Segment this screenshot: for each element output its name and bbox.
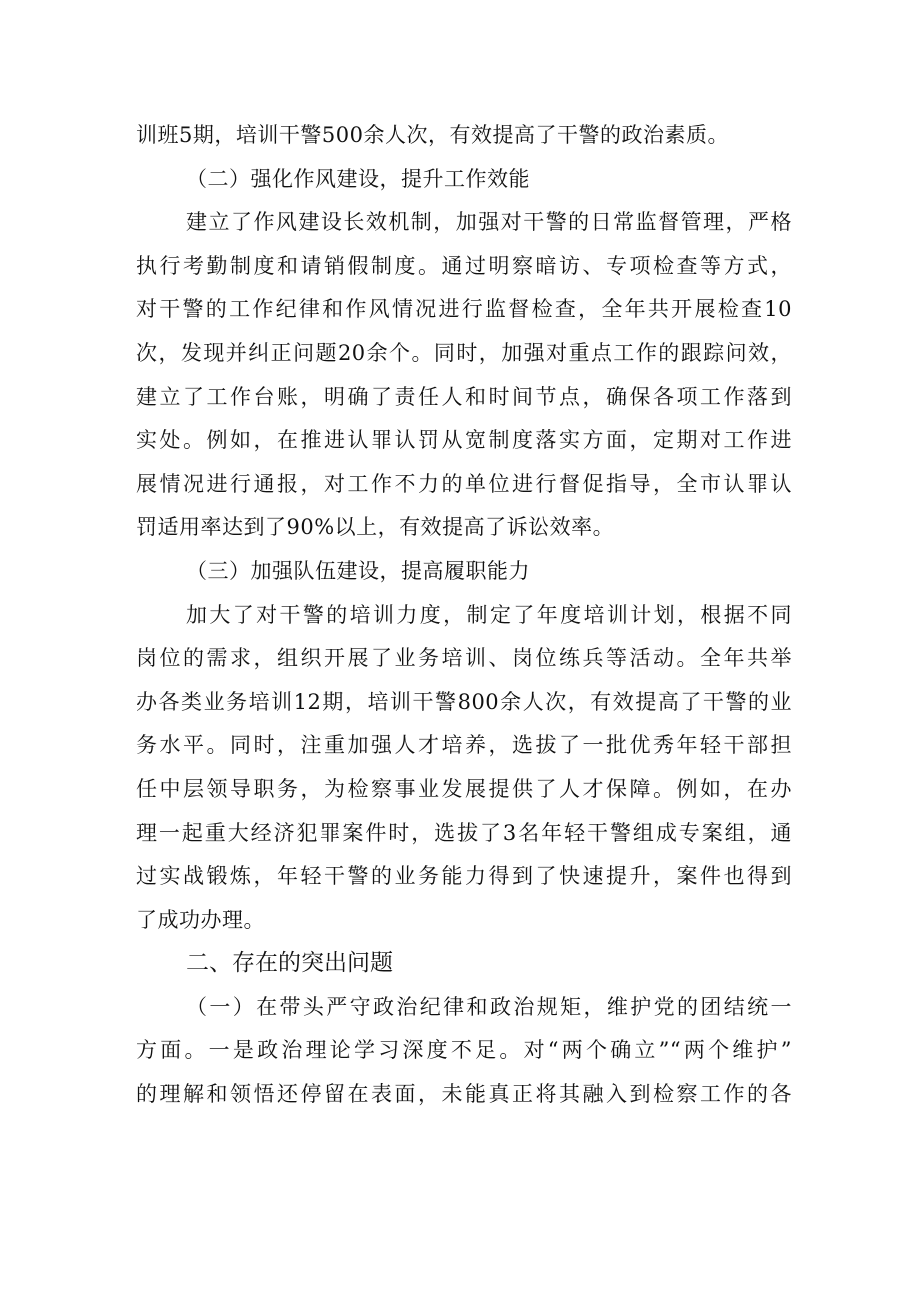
paragraph-line: 过实战锻炼，年轻干警的业务能力得到了快速提升，案件也得到 [136,864,792,889]
paragraph-line: 执行考勤制度和请销假制度。通过明察暗访、专项检查等方式， [136,253,792,278]
paragraph-line: 次，发现并纠正问题20余个。同时，加强对重点工作的跟踪问效， [136,340,792,365]
paragraph-line: 方面。一是政治理论学习深度不足。对“两个确立”“两个维护” [136,1038,792,1063]
paragraph-line: 建立了工作台账，明确了责任人和时间节点，确保各项工作落到 [136,384,792,409]
section-heading: 二、存在的突出问题 [186,950,393,977]
paragraph-line: 的理解和领悟还停留在表面，未能真正将其融入到检察工作的各 [136,1082,792,1107]
paragraph-line: 建立了作风建设长效机制，加强对干警的日常监督管理，严格 [186,210,792,235]
paragraph-line: 展情况进行通报，对工作不力的单位进行督促指导，全市认罪认 [136,471,792,496]
paragraph-line: 罚适用率达到了90%以上，有效提高了诉讼效率。 [136,515,615,540]
paragraph-line: 对干警的工作纪律和作风情况进行监督检查，全年共开展检查10 [136,297,792,322]
paragraph-line: 了成功办理。 [136,907,265,932]
paragraph-line: 务水平。同时，注重加强人才培养，选拔了一批优秀年轻干部担 [136,733,792,758]
paragraph-line: 实处。例如，在推进认罪认罚从宽制度落实方面，定期对工作进 [136,428,792,453]
paragraph-line: 加大了对干警的培训力度，制定了年度培训计划，根据不同 [186,602,792,627]
paragraph-line: 岗位的需求，组织开展了业务培训、岗位练兵等活动。全年共举 [136,646,792,671]
section-subheading: （三）加强队伍建设，提高履职能力 [186,558,530,583]
paragraph-line: 理一起重大经济犯罪案件时，选拔了3名年轻干警组成专案组，通 [136,820,792,845]
paragraph-line: 任中层领导职务，为检察事业发展提供了人才保障。例如，在办 [136,776,792,801]
document-body [136,114,792,1117]
section-subheading: （二）强化作风建设，提升工作效能 [186,166,530,191]
paragraph-line: （一）在带头严守政治纪律和政治规矩，维护党的团结统一 [186,994,792,1019]
paragraph-line: 训班5期，培训干警500余人次，有效提高了干警的政治素质。 [136,123,729,147]
paragraph-line: 办各类业务培训12期，培训干警800余人次，有效提高了干警的业 [136,689,792,714]
